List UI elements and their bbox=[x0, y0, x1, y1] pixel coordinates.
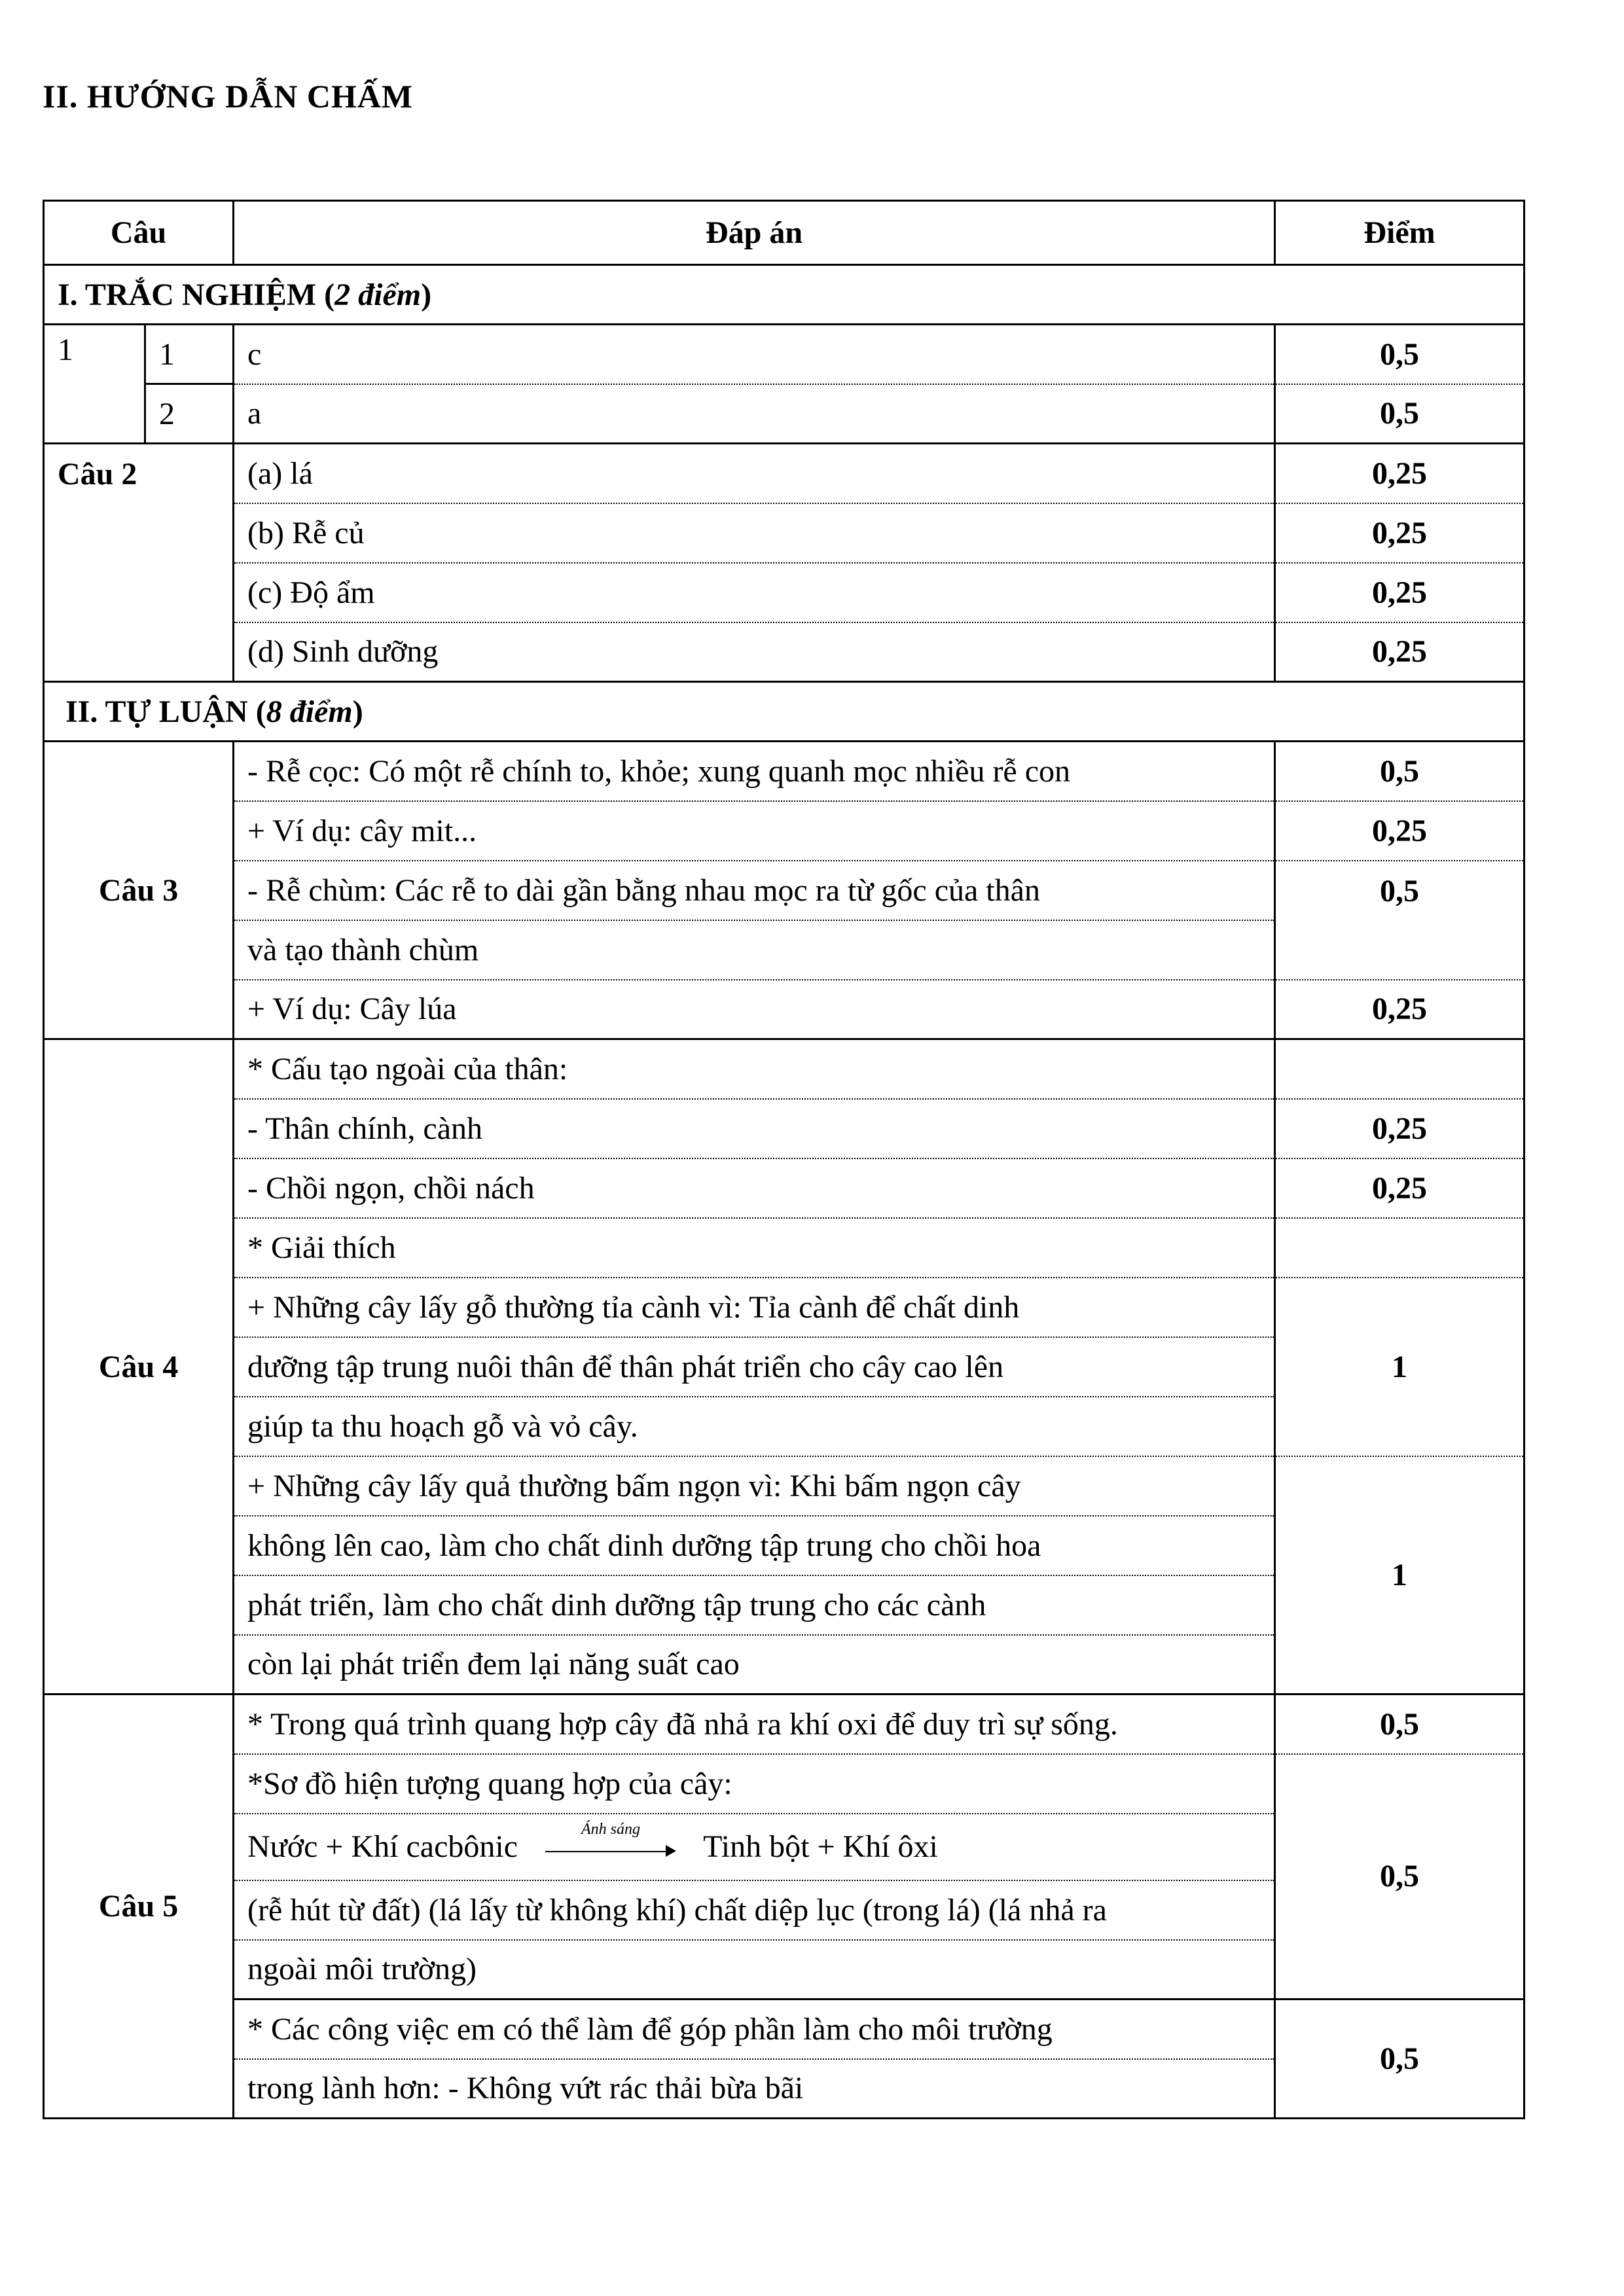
q1-sub-1: 1 bbox=[145, 325, 234, 384]
table-row bbox=[44, 503, 1525, 563]
table-row bbox=[44, 1695, 1525, 1754]
q4-line-9: không lên cao, làm cho chất dinh dưỡng tập trung cho chồi hoa bbox=[234, 1516, 1275, 1575]
q3-line-3: - Rễ chùm: Các rễ to dài gần bằng nhau mọc ra từ gốc của thân bbox=[234, 861, 1275, 920]
q5-line-2: *Sơ đồ hiện tượng quang hợp của cây: bbox=[234, 1754, 1275, 1814]
q2-score-c: 0,25 bbox=[1275, 563, 1525, 622]
photosynthesis-equation bbox=[234, 1814, 1275, 1880]
q3-score-4: 0,25 bbox=[1275, 980, 1525, 1039]
section2-label: II. TỰ LUẬN ( bbox=[65, 694, 266, 729]
q1-answer-1: c bbox=[234, 325, 1275, 384]
table-row bbox=[44, 1039, 1525, 1099]
q1-label: 1 bbox=[44, 325, 145, 444]
q5-line-5: * Các công việc em có thể làm để góp phần làm cho môi trường bbox=[234, 2000, 1275, 2059]
q3-score-2: 0,25 bbox=[1275, 801, 1525, 861]
q4-line-2: - Thân chính, cành bbox=[234, 1099, 1275, 1158]
q4-score-3: 1 bbox=[1275, 1278, 1525, 1456]
q5-line-4: ngoài môi trường) bbox=[234, 1940, 1275, 2000]
section1-close: ) bbox=[421, 277, 432, 312]
q1-answer-2: a bbox=[234, 384, 1275, 444]
q2-answer-c: (c) Độ ẩm bbox=[234, 563, 1275, 622]
arrow-label: Ánh sáng bbox=[581, 1820, 641, 1838]
q3-score-3: 0,5 bbox=[1275, 861, 1525, 980]
header-dap-an: Đáp án bbox=[234, 201, 1275, 265]
q3-line-2: + Ví dụ: cây mit... bbox=[234, 801, 1275, 861]
equation-left: Nước + Khí cacbônic bbox=[247, 1829, 518, 1864]
q5-line-6: trong lành hơn: - Không vứt rác thải bừa bãi bbox=[234, 2059, 1275, 2119]
q2-score-b: 0,25 bbox=[1275, 503, 1525, 563]
q5-line-3: (rễ hút từ đất) (lá lấy từ không khí) chất diệp lục (trong lá) (lá nhả ra bbox=[234, 1880, 1275, 1940]
q4-line-3: - Chồi ngọn, chồi nách bbox=[234, 1158, 1275, 1218]
q3-label: Câu 3 bbox=[44, 742, 234, 1039]
q4-label: Câu 4 bbox=[44, 1039, 234, 1695]
q2-answer-b: (b) Rễ củ bbox=[234, 503, 1275, 563]
table-row bbox=[44, 1099, 1525, 1158]
header-cau: Câu bbox=[44, 201, 234, 265]
table-row bbox=[44, 622, 1525, 682]
q4-line-8: + Những cây lấy quả thường bấm ngọn vì: Khi bấm ngọn cây bbox=[234, 1456, 1275, 1516]
q4-score-4: 1 bbox=[1275, 1456, 1525, 1695]
table-row bbox=[44, 801, 1525, 861]
section1-label: I. TRẮC NGHIỆM ( bbox=[58, 277, 335, 312]
table-row bbox=[44, 861, 1525, 920]
q5-line-1: * Trong quá trình quang hợp cây đã nhả ra khí oxi để duy trì sự sống. bbox=[234, 1695, 1275, 1754]
arrow-icon bbox=[545, 1820, 676, 1863]
page-title: II. HƯỚNG DẪN CHẤM bbox=[43, 78, 414, 115]
table-row bbox=[44, 1278, 1525, 1337]
header-diem: Điểm bbox=[1275, 201, 1525, 265]
q5-score-2: 0,5 bbox=[1275, 1754, 1525, 2000]
q2-answer-a: (a) lá bbox=[234, 444, 1275, 503]
q2-label: Câu 2 bbox=[44, 444, 234, 682]
q1-score-1: 0,5 bbox=[1275, 325, 1525, 384]
q4-line-1: * Cấu tạo ngoài của thân: bbox=[234, 1039, 1275, 1099]
q2-score-d: 0,25 bbox=[1275, 622, 1525, 682]
table-row bbox=[44, 2000, 1525, 2059]
section2-close: ) bbox=[352, 694, 363, 729]
q1-score-2: 0,5 bbox=[1275, 384, 1525, 444]
q4-score-1: 0,25 bbox=[1275, 1099, 1525, 1158]
q1-sub-2: 2 bbox=[145, 384, 234, 444]
table-row bbox=[44, 563, 1525, 622]
q3-line-4: và tạo thành chùm bbox=[234, 920, 1275, 980]
grading-table bbox=[43, 200, 1525, 2119]
section-trac-nghiem bbox=[44, 265, 1525, 325]
q4-line-5: + Những cây lấy gỗ thường tỉa cành vì: Tỉa cành để chất dinh bbox=[234, 1278, 1275, 1337]
q4-line-6: dưỡng tập trung nuôi thân để thân phát triển cho cây cao lên bbox=[234, 1337, 1275, 1397]
q4-line-4: * Giải thích bbox=[234, 1218, 1275, 1278]
table-row bbox=[44, 1456, 1525, 1516]
equation-right: Tinh bột + Khí ôxi bbox=[703, 1829, 938, 1864]
q5-score-1: 0,5 bbox=[1275, 1695, 1525, 1754]
table-row bbox=[44, 325, 1525, 384]
q2-answer-d: (d) Sinh dưỡng bbox=[234, 622, 1275, 682]
q4-line-10: phát triển, làm cho chất dinh dưỡng tập trung cho các cành bbox=[234, 1575, 1275, 1635]
q3-line-5: + Ví dụ: Cây lúa bbox=[234, 980, 1275, 1039]
table-row bbox=[44, 1218, 1525, 1278]
table-row bbox=[44, 384, 1525, 444]
section-tu-luan bbox=[44, 682, 1525, 742]
table-row bbox=[44, 1754, 1525, 1814]
table-header-row bbox=[44, 201, 1525, 265]
table-row bbox=[44, 444, 1525, 503]
q4-line-7: giúp ta thu hoạch gỗ và vỏ cây. bbox=[234, 1397, 1275, 1456]
q3-line-1: - Rễ cọc: Có một rễ chính to, khỏe; xung quanh mọc nhiều rễ con bbox=[234, 742, 1275, 801]
section1-points: 2 điểm bbox=[334, 277, 422, 312]
q3-score-1: 0,5 bbox=[1275, 742, 1525, 801]
table-row bbox=[44, 1158, 1525, 1218]
q4-line-11: còn lại phát triển đem lại năng suất cao bbox=[234, 1635, 1275, 1695]
q4-score-2: 0,25 bbox=[1275, 1158, 1525, 1218]
q5-score-3: 0,5 bbox=[1275, 2000, 1525, 2119]
table-row bbox=[44, 742, 1525, 801]
section2-points: 8 điểm bbox=[266, 694, 353, 729]
q5-label: Câu 5 bbox=[44, 1695, 234, 2119]
table-row bbox=[44, 980, 1525, 1039]
q2-score-a: 0,25 bbox=[1275, 444, 1525, 503]
